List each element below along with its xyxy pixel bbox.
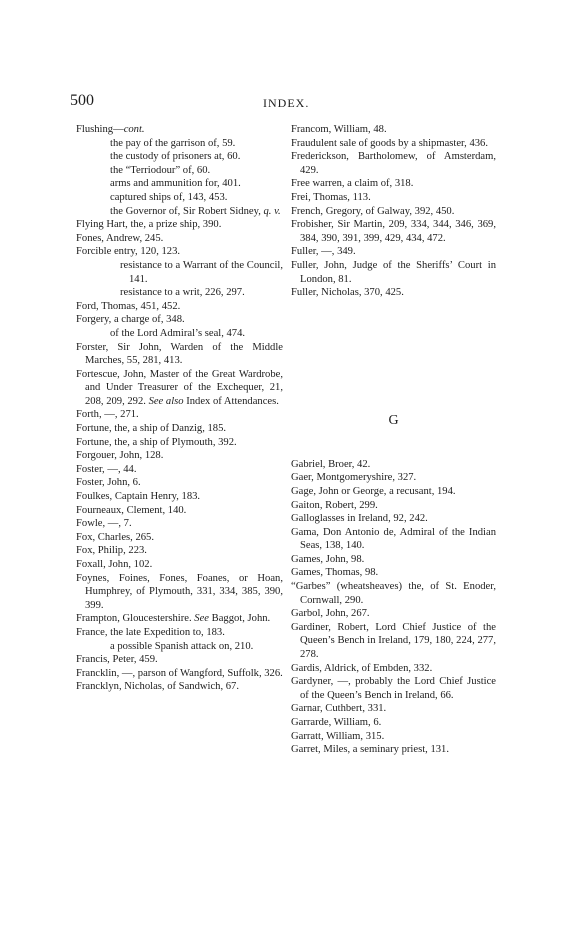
running-title: INDEX.	[263, 96, 310, 110]
index-entry: Gage, John or George, a recusant, 194.	[291, 485, 456, 497]
index-entry: Flying Hart, the, a prize ship, 390.	[76, 219, 222, 231]
index-entry: a possible Spanish attack on, 210.	[110, 640, 254, 652]
index-entry: Francklyn, Nicholas, of Sandwich, 67.	[76, 681, 239, 693]
index-entry: Foster, John, 6.	[76, 477, 141, 489]
index-entry: Forgery, a charge of, 348.	[76, 314, 185, 326]
index-entry: Galloglasses in Ireland, 92, 242.	[291, 513, 428, 525]
index-entry: Frei, Thomas, 113.	[291, 191, 371, 203]
index-entry: Garret, Miles, a seminary priest, 131.	[291, 744, 449, 756]
index-entry: “Garbes” (wheatsheaves) the, of St. Enoder, Cornwall, 290.	[291, 581, 496, 606]
index-entry: Gaiton, Robert, 299.	[291, 499, 378, 511]
index-entry: Fourneaux, Clement, 140.	[76, 504, 187, 516]
index-entry: Frobisher, Sir Martin, 209, 334, 344, 346, 369, 384, 390, 391, 399, 429, 434, 472.	[291, 219, 496, 244]
right-column	[291, 123, 496, 757]
index-entry: Free warren, a claim of, 318.	[291, 178, 414, 190]
index-entry: Garbol, John, 267.	[291, 608, 370, 620]
index-entry: the custody of prisoners at, 60.	[110, 151, 241, 163]
index-entry: Gaer, Montgomeryshire, 327.	[291, 472, 417, 484]
index-entry: Gabriel, Broer, 42.	[291, 458, 371, 470]
index-entry: resistance to a Warrant of the Council, 141.	[120, 259, 283, 285]
index-entry: France, the late Expedition to, 183.	[76, 626, 225, 638]
index-entry: Fox, Philip, 223.	[76, 545, 147, 557]
index-entry: Gardyner, —, probably the Lord Chief Justice of the Queen’s Bench in Ireland, 66.	[291, 676, 496, 701]
index-entry: captured ships of, 143, 453.	[110, 191, 228, 203]
index-entry: the pay of the garrison of, 59.	[110, 137, 236, 149]
index-entry: Fortune, the, a ship of Plymouth, 392.	[76, 436, 237, 448]
index-entry: Foster, —, 44.	[76, 463, 137, 475]
index-entry: Gama, Don Antonio de, Admiral of the Indian Seas, 138, 140.	[291, 526, 496, 552]
index-entry: resistance to a writ, 226, 297.	[120, 287, 245, 299]
section-letter: G	[388, 412, 399, 428]
index-entry: Fuller, Nicholas, 370, 425.	[291, 287, 404, 299]
index-entry: Ford, Thomas, 451, 452.	[76, 300, 181, 312]
index-entry: Forcible entry, 120, 123.	[76, 246, 181, 258]
f-entries	[291, 123, 496, 300]
index-entry: Fortune, the, a ship of Danzig, 185.	[76, 423, 227, 435]
index-entry: Fox, Charles, 265.	[76, 531, 154, 543]
index-entry: Frederickson, Bartholomew, of Amsterdam, 429.	[291, 151, 496, 176]
index-entry: arms and ammunition for, 401.	[110, 178, 241, 190]
index-entry: the “Terriodour” of, 60.	[110, 164, 211, 176]
index-entry: Flushing—cont.	[76, 124, 145, 135]
index-entry: Fraudulent sale of goods by a shipmaster, 436.	[291, 137, 488, 149]
page-number: 500	[70, 92, 94, 109]
index-entry: Fortescue, John, Master of the Great Wardrobe, and Under Treasurer of the Exchequer, 21, 208, 209, 292. See also Index of Attendances.	[76, 368, 283, 407]
left-column	[76, 123, 283, 694]
index-entry: Games, John, 98.	[291, 553, 365, 565]
index-entry: Gardiner, Robert, Lord Chief Justice of the Queen’s Bench in Ireland, 179, 180, 224, 277, 278.	[291, 621, 496, 661]
index-entry: Frampton, Gloucestershire. See Baggot, John.	[76, 613, 271, 625]
index-entry: Forth, —, 271.	[76, 409, 139, 421]
index-entry: Francom, William, 48.	[291, 124, 387, 135]
index-entry: Francis, Peter, 459.	[76, 654, 158, 666]
index-entry: Garnar, Cuthbert, 331.	[291, 703, 387, 715]
index-entry: Garrarde, William, 6.	[291, 717, 382, 728]
index-entry: Fuller, —, 349.	[291, 246, 356, 258]
index-entry: Foulkes, Captain Henry, 183.	[76, 491, 201, 503]
index-entry: Gardis, Aldrick, of Embden, 332.	[291, 662, 433, 674]
index-entry: Foxall, John, 102.	[76, 559, 153, 570]
index-entry: of the Lord Admiral’s seal, 474.	[110, 327, 246, 339]
index-entry: Francklin, —, parson of Wangford, Suffolk, 326.	[76, 667, 283, 679]
index-entry: Games, Thomas, 98.	[291, 567, 379, 579]
index-entry: Fowle, —, 7.	[76, 518, 132, 530]
index-entry: Fuller, John, Judge of the Sheriffs’ Court in London, 81.	[291, 259, 496, 285]
index-entry: the Governor of, Sir Robert Sidney, q. v.	[110, 205, 281, 217]
index-entry: Forgouer, John, 128.	[76, 450, 164, 462]
index-entry: Foynes, Foines, Fones, Foanes, or Hoan, Humphrey, of Plymouth, 331, 334, 385, 390, 399.	[76, 572, 283, 611]
index-entry: Garratt, William, 315.	[291, 730, 385, 742]
index-entry: Forster, Sir John, Warden of the Middle Marches, 55, 281, 413.	[76, 341, 283, 367]
index-entry: French, Gregory, of Galway, 392, 450.	[291, 205, 455, 217]
g-entries	[291, 458, 496, 757]
index-entry: Fones, Andrew, 245.	[76, 232, 164, 244]
